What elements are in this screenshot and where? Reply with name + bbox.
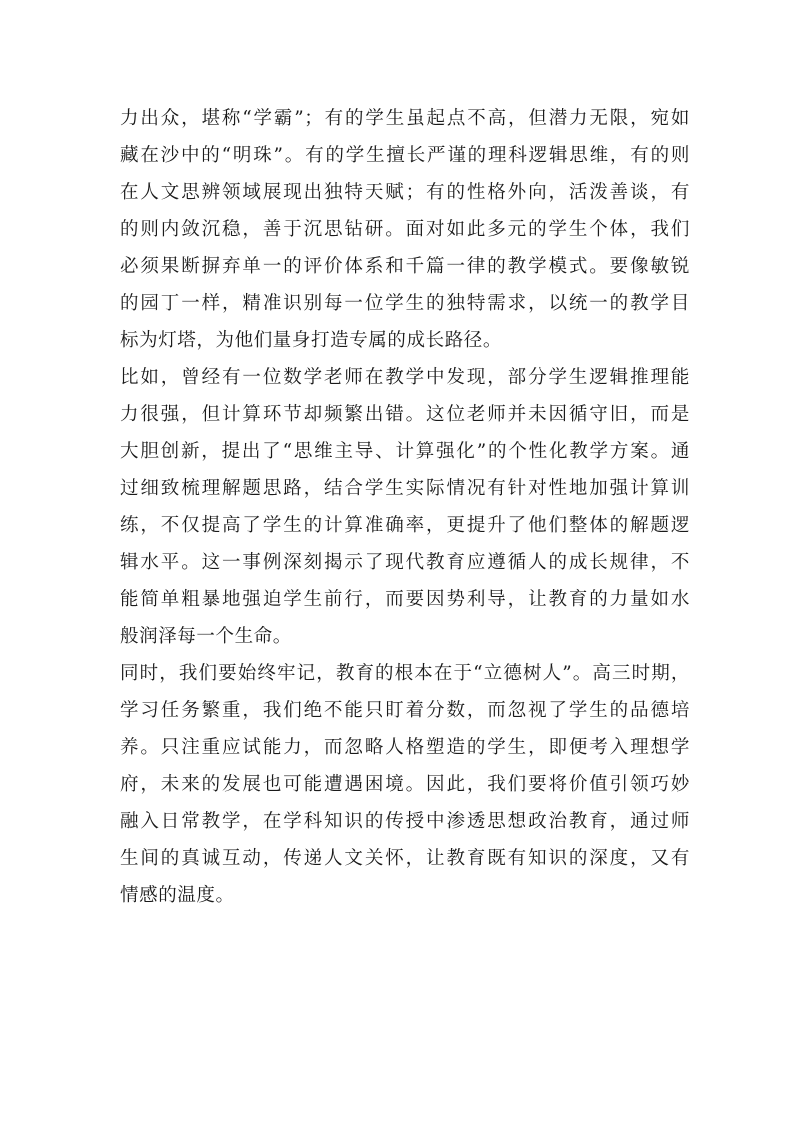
text-line: 必须果断摒弃单一的评价体系和千篇一律的教学模式。要像敏锐 <box>120 256 690 277</box>
text-line: 府，未来的发展也可能遭遇困境。因此，我们要将价值引领巧妙 <box>120 774 690 795</box>
text-line: 藏在沙中的“明珠”。有的学生擅长严谨的理科逻辑思维，有的则 <box>120 145 690 166</box>
text-line: 练，不仅提高了学生的计算准确率，更提升了他们整体的解题逻 <box>120 515 690 536</box>
text-line: 养。只注重应试能力，而忽略人格塑造的学生，即便考入理想学 <box>120 737 690 758</box>
text-line: 生间的真诚互动，传递人文关怀，让教育既有知识的深度，又有 <box>120 848 690 869</box>
text-line: 辑水平。这一事例深刻揭示了现代教育应遵循人的成长规律，不 <box>120 552 690 573</box>
text-line: 力出众，堪称“学霸”；有的学生虽起点不高，但潜力无限，宛如 <box>120 108 690 129</box>
text-line: 在人文思辨领域展现出独特天赋；有的性格外向，活泼善谈，有 <box>120 182 690 203</box>
text-line: 过细致梳理解题思路，结合学生实际情况有针对性地加强计算训 <box>120 478 690 499</box>
paragraph-2 <box>120 359 690 655</box>
paragraph-3 <box>120 655 690 914</box>
text-line: 学习任务繁重，我们绝不能只盯着分数，而忽视了学生的品德培 <box>120 700 690 721</box>
text-line: 情感的温度。 <box>120 885 235 906</box>
text-line: 能简单粗暴地强迫学生前行，而要因势利导，让教育的力量如水 <box>120 589 690 610</box>
text-line: 比如，曾经有一位数学老师在教学中发现，部分学生逻辑推理能 <box>120 367 690 388</box>
text-line: 般润泽每一个生命。 <box>120 626 292 647</box>
text-line: 标为灯塔，为他们量身打造专属的成长路径。 <box>120 330 503 351</box>
paragraph-1 <box>120 100 690 359</box>
text-line: 同时，我们要始终牢记，教育的根本在于“立德树人”。高三时期， <box>120 663 690 684</box>
text-line: 大胆创新，提出了“思维主导、计算强化”的个性化教学方案。通 <box>120 441 690 462</box>
text-line: 的则内敛沉稳，善于沉思钻研。面对如此多元的学生个体，我们 <box>120 219 690 240</box>
text-line: 的园丁一样，精准识别每一位学生的独特需求，以统一的教学目 <box>120 293 690 314</box>
body-text <box>120 100 690 914</box>
text-line: 融入日常教学，在学科知识的传授中渗透思想政治教育，通过师 <box>120 811 690 832</box>
text-line: 力很强，但计算环节却频繁出错。这位老师并未因循守旧，而是 <box>120 404 690 425</box>
